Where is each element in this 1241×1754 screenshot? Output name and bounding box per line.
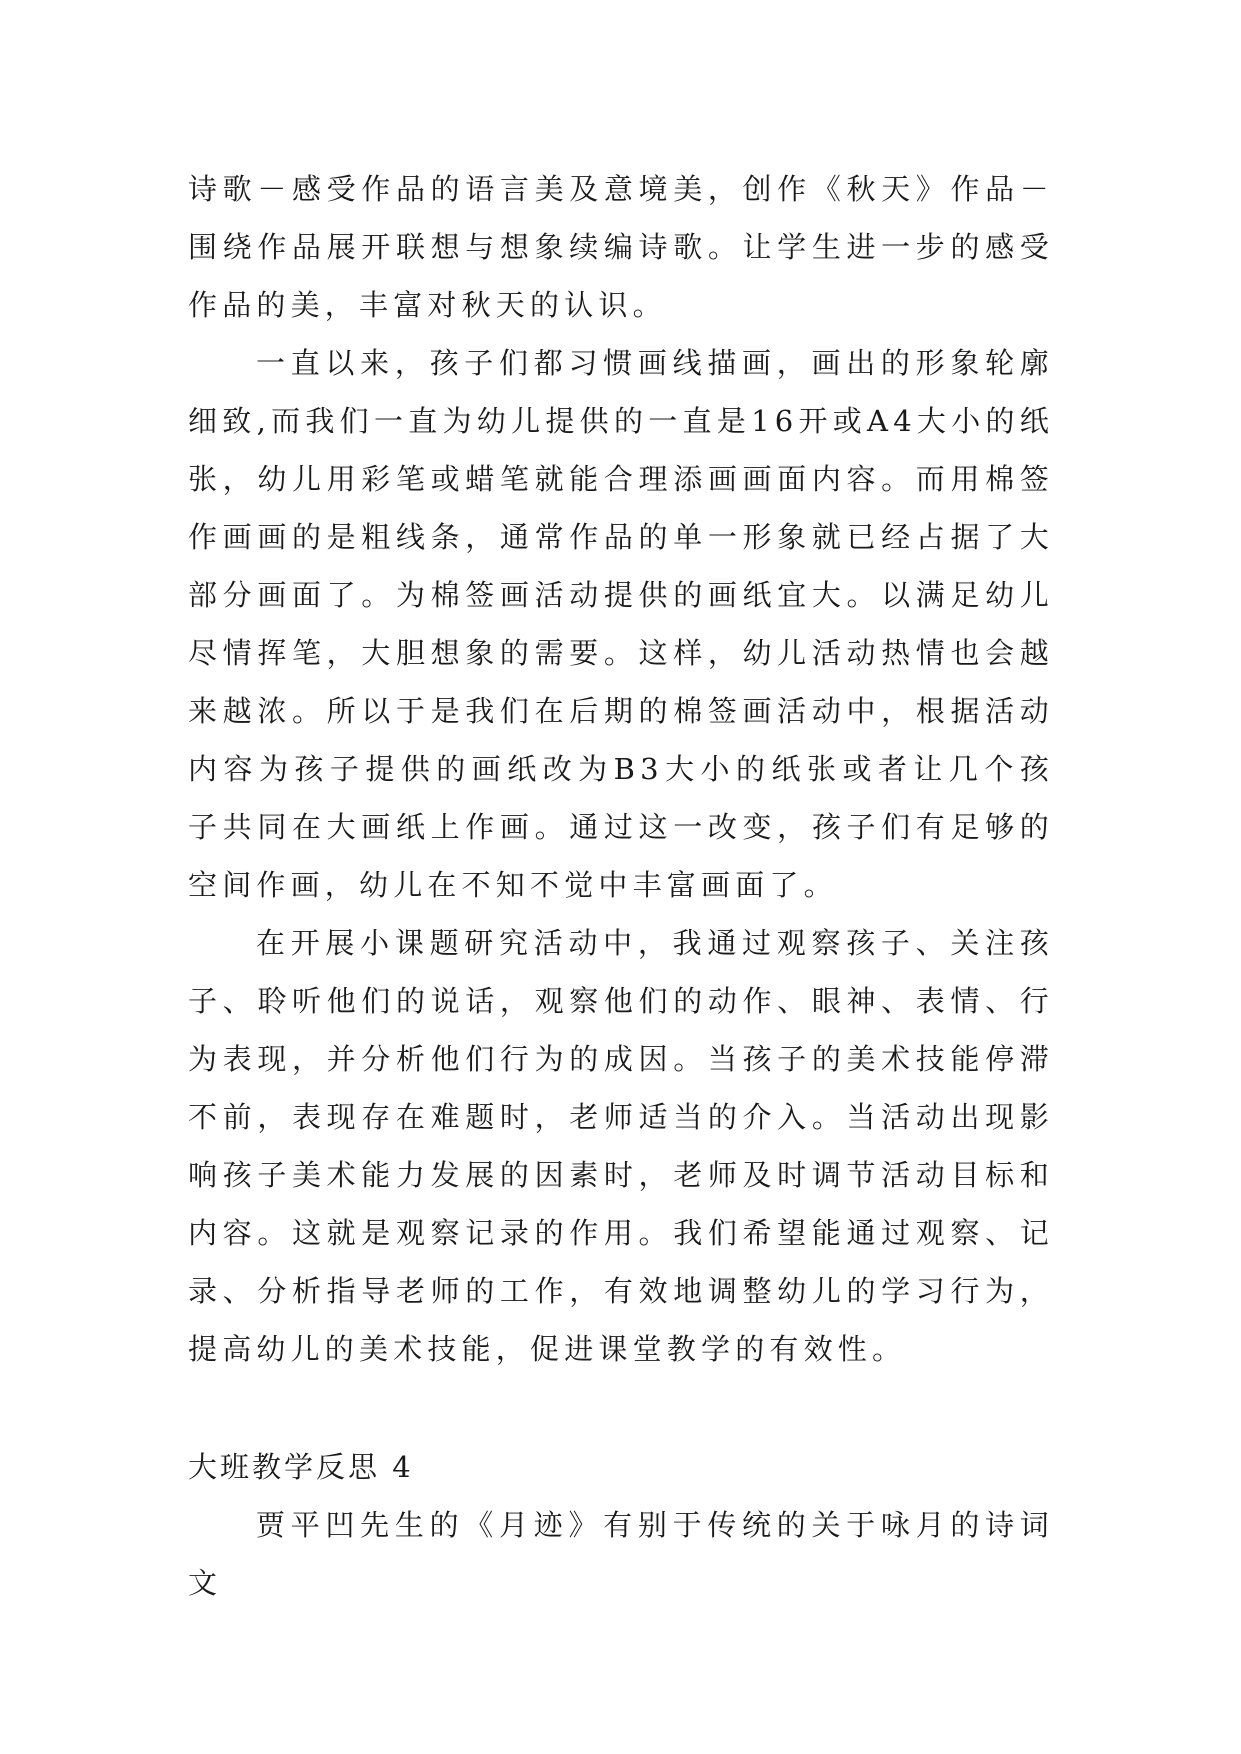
paragraph-section-start: 贾平凹先生的《月迹》有别于传统的关于咏月的诗词文 [188, 1508, 1054, 1600]
paragraph-observation-research: 在开展小课题研究活动中，我通过观察孩子、关注孩子、聆听他们的说话，观察他们的动作、眼神、表情、行为表现，并分析他们行为的成因。当孩子的美术技能停滞不前，表现存在难题时，老师适当的介入。当活动出现影响孩子美术能力发展的因素时，老师及时调节活动目标和内容。这就是观察记录的作用。我们希望能通过观察、记录、分析指导老师的工作，有效地调整幼儿的学习行为，提高幼儿的美术技能，促进课堂教学的有效性。 [188, 926, 1054, 1366]
section-heading: 大班教学反思 4 [188, 1450, 414, 1484]
paragraph-continuation: 诗歌－感受作品的语言美及意境美，创作《秋天》作品－围绕作品展开联想与想象续编诗歌。让学生进一步的感受作品的美，丰富对秋天的认识。 [188, 172, 1054, 322]
paragraph-cotton-swab-painting: 一直以来，孩子们都习惯画线描画，画出的形象轮廓细致,而我们一直为幼儿提供的一直是16开或A4大小的纸张，幼儿用彩笔或蜡笔就能合理添画画面内容。而用棉签作画画的是粗线条，通常作品的单一形象就已经占据了大部分画面了。为棉签画活动提供的画纸宜大。以满足幼儿尽情挥笔，大胆想象的需要。这样，幼儿活动热情也会越来越浓。所以于是我们在后期的棉签画活动中，根据活动内容为孩子提供的画纸改为B3大小的纸张或者让几个孩子共同在大画纸上作画。通过这一改变，孩子们有足够的空间作画，幼儿在不知不觉中丰富画面了。 [188, 346, 1054, 902]
document-body [188, 160, 1054, 1612]
